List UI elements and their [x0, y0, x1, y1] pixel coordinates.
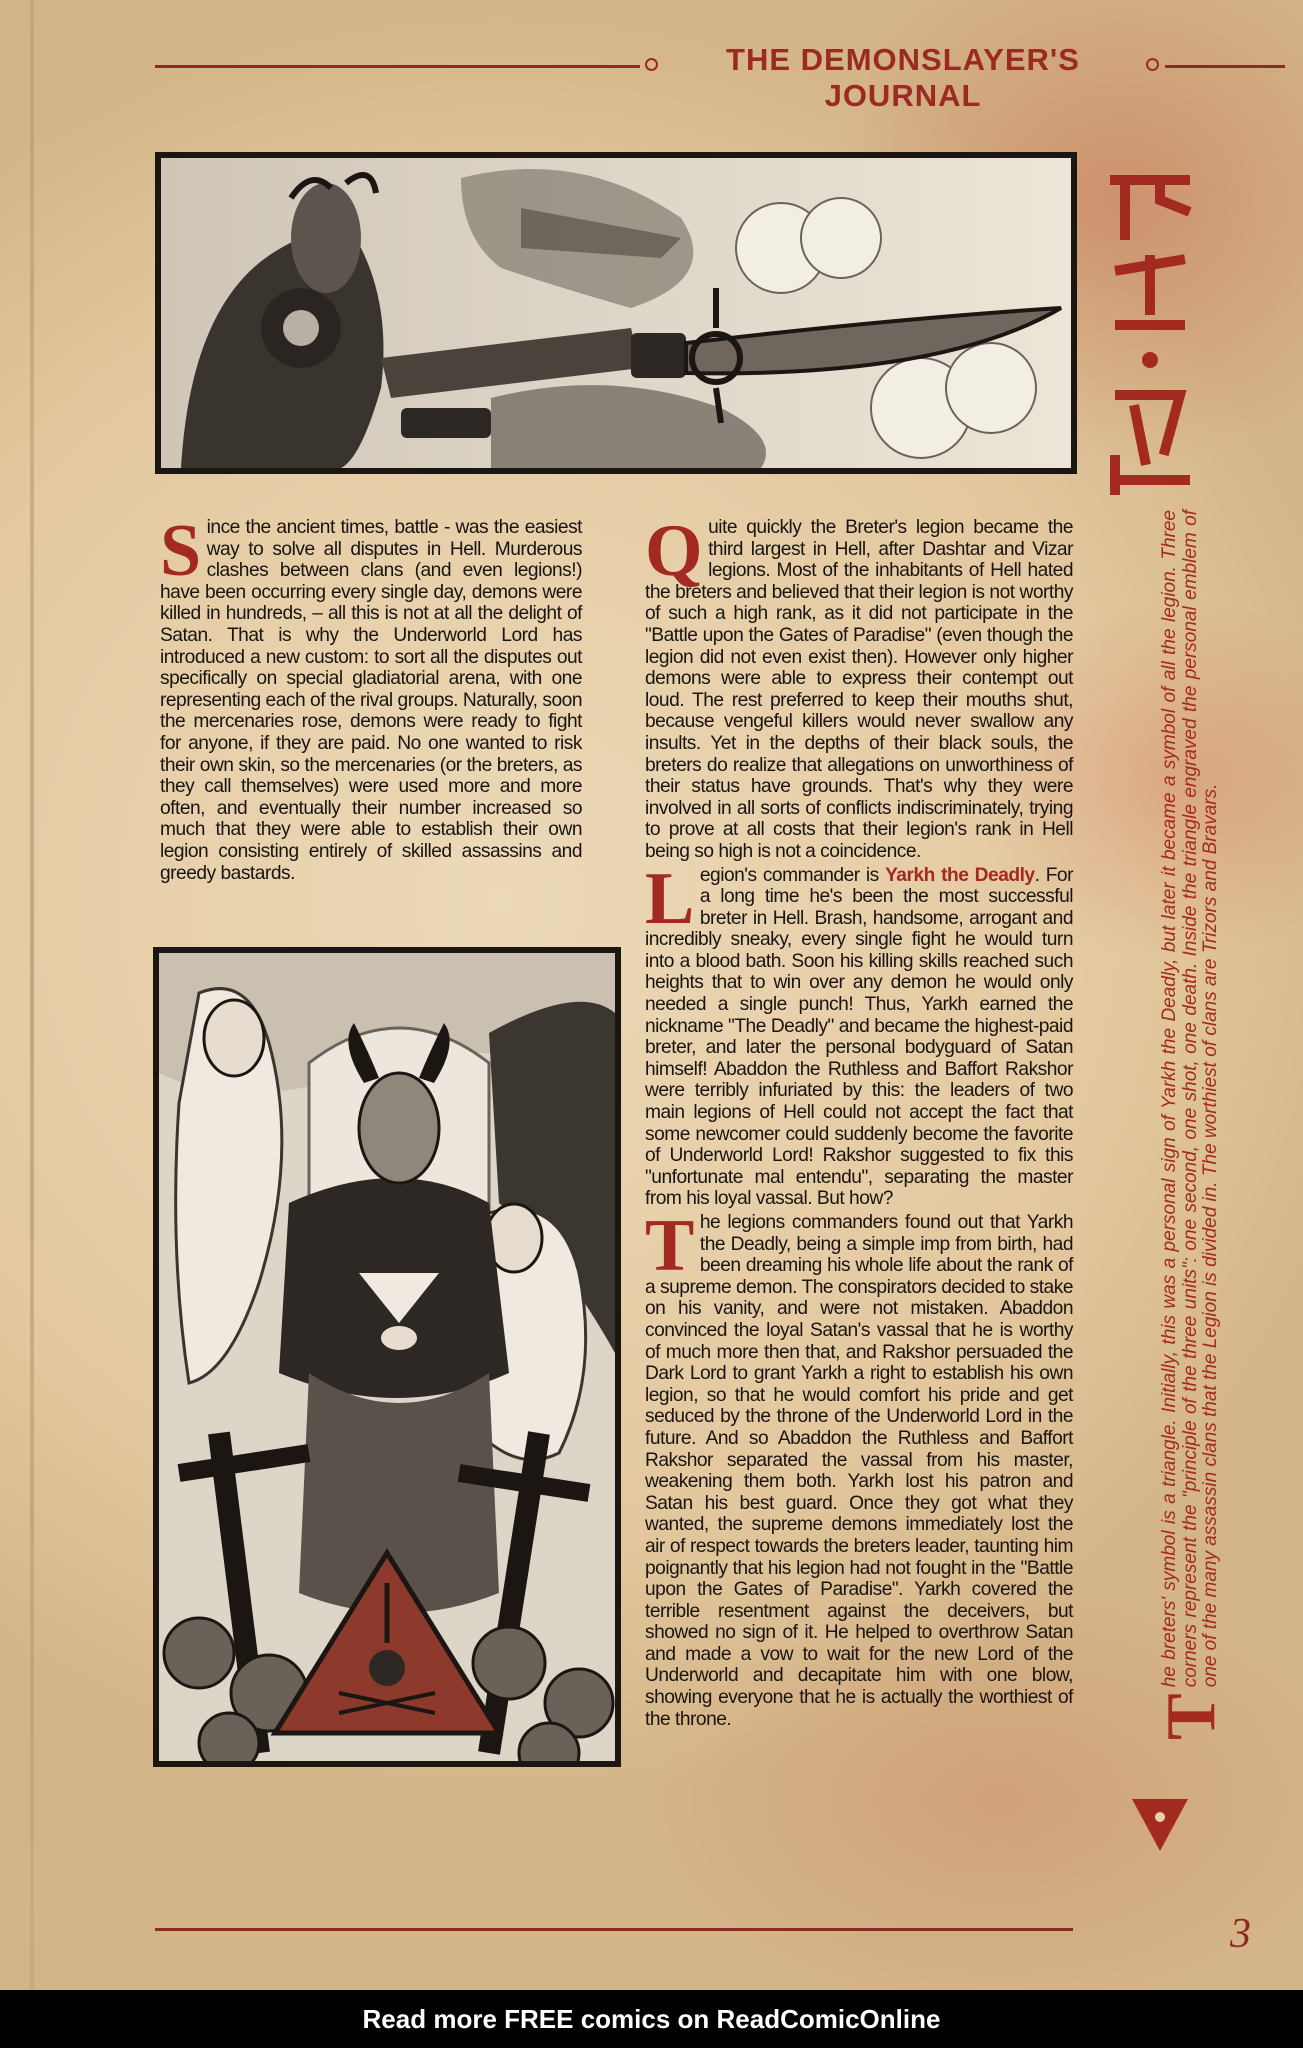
illustration-top-panel: [155, 152, 1077, 474]
paragraph-breters-legion: Quite quickly the Breter's legion became the third largest in Hell, after Dashtar and Vizar legions. Most of the inhabitants of Hell hated the breters and believed that their legion is not worthy of such a high rank, as it did not participate in the "Battle upon the Gates of Paradise" (even though the legion did not even exist then). However only higher demons were able to express their contempt out loud. The rest preferred to keep their mouths shut, because vengeful killers would never swallow any insults. Yet in the depths of their black souls, the breters do realize that allegations on unworthiness of their status have grounds. That's why they were involved in all sorts of conflicts indiscriminately, trying to prove at all costs that their legion's rank in Hell being so high is not a coincidence.: [645, 510, 1073, 862]
dropcap: S: [160, 510, 201, 592]
dropcap: L: [645, 857, 694, 940]
header-rule-left: [155, 65, 640, 68]
dropcap: Q: [645, 510, 703, 592]
footer-rule: [155, 1928, 1073, 1931]
dropcap: T: [645, 1205, 694, 1287]
header-rule-right: [1165, 65, 1285, 68]
article-column-left: [160, 510, 582, 884]
header-ornament-right: [1146, 58, 1159, 71]
page-number: 3: [1230, 1911, 1251, 1957]
yarkh-throne-illustration: [159, 953, 615, 1761]
dropcap: T: [1153, 1693, 1230, 1740]
sidebar-note-vertical: T he breters' symbol is a triangle. Initially, this was a personal sign of Yarkh the Deadly, but later it became a symbol of all the legion. Three corners represent the "principle of the three units": one second, one shot, one death. Inside the triangle engraved the personal emblem of one of the many assassin clans that the Legion is divided in. The worthiest of clans are Trizors and Bravars.: [1153, 510, 1230, 1740]
triangle-emblem-icon: [1130, 1795, 1190, 1855]
paragraph-conspiracy: The legions commanders found out that Yarkh the Deadly, being a simple imp from birth, had been dreaming his whole life about the rank of a supreme demon. The conspirators decided to stake on his vanity, and were not mistaken. Abaddon convinced the loyal Satan's vassal that he is worthy of much more then that, and Rakshor persuaded the Dark Lord to grant Yarkh a right to establish his own legion, so that he would comfort his pride and get seduced by the throne of the Underworld Lord in the future. And so Abaddon the Ruthless and Baffort Rakshor separated the vassal from his master, weakening them both. Yarkh lost his patron and Satan his best guard. Once they got what they wanted, the supreme demons immediately lost the air of respect towards the breters leader, taunting him poignantly that his legion had not fought in the "Battle upon the Gates of Paradise". Yarkh covered the terrible resentment against the deceivers, but showed no sign of it. He helped to overthrow Satan and made a vow to wait for the new Lord of the Underworld and decapitate him with one blow, showing everyone that he is actually the worthiest of the throne.: [645, 1205, 1073, 1730]
demonic-script-glyphs: [1105, 160, 1195, 500]
header-ornament-left: [645, 58, 658, 71]
highlight-name: Yarkh the Deadly: [885, 864, 1035, 886]
illustration-throne-panel: [153, 947, 621, 1767]
promo-banner[interactable]: Read more FREE comics on ReadComicOnline: [0, 1990, 1303, 2048]
article-column-right: [645, 510, 1073, 1730]
paragraph-intro: Since the ancient times, battle - was the easiest way to solve all disputes in Hell. Murderous clashes between clans (and even legions!) have been occurring every single day, demons were killed in hundreds, – all this is not at all the delight of Satan. That is why the Underworld Lord has introduced a new custom: to sort all the disputes out specifically on special gladiatorial arena, with one representing each of the rival groups. Naturally, soon the mercenaries rose, demons were ready to fight for anyone, if they are paid. No one wanted to risk their own skin, so the mercenaries (or the breters, as they call themselves) were used more and more often, and eventually their number increased so much that they were able to establish their own legion consisting entirely of skilled assassins and greedy bastards.: [160, 510, 582, 884]
paragraph-commander: Legion's commander is Yarkh the Deadly. For a long time he's been the most successful breter in Hell. Brash, handsome, arrogant and incredibly sneaky, every single fight he would turn into a blood bath. Soon his killing skills reached such heights that to win over any demon he would only needed a single punch! Thus, Yarkh earned the nickname "The Deadly" and became the highest-paid breter, and later the personal bodyguard of Satan himself! Abaddon the Ruthless and Baffort Rakshor were terribly infuriated by this: the leaders of two main legions of Hell could not accept the fact that some newcomer could suddenly become the favorite of Underworld Lord! Rakshor suggested to fix this "unfortunate mal entendu", separating the master from his loyal vassal. But how?: [645, 857, 1073, 1210]
page-header-title: THE DEMONSLAYER'S JOURNAL: [726, 42, 1080, 113]
warrior-sword-illustration: [161, 158, 1071, 468]
